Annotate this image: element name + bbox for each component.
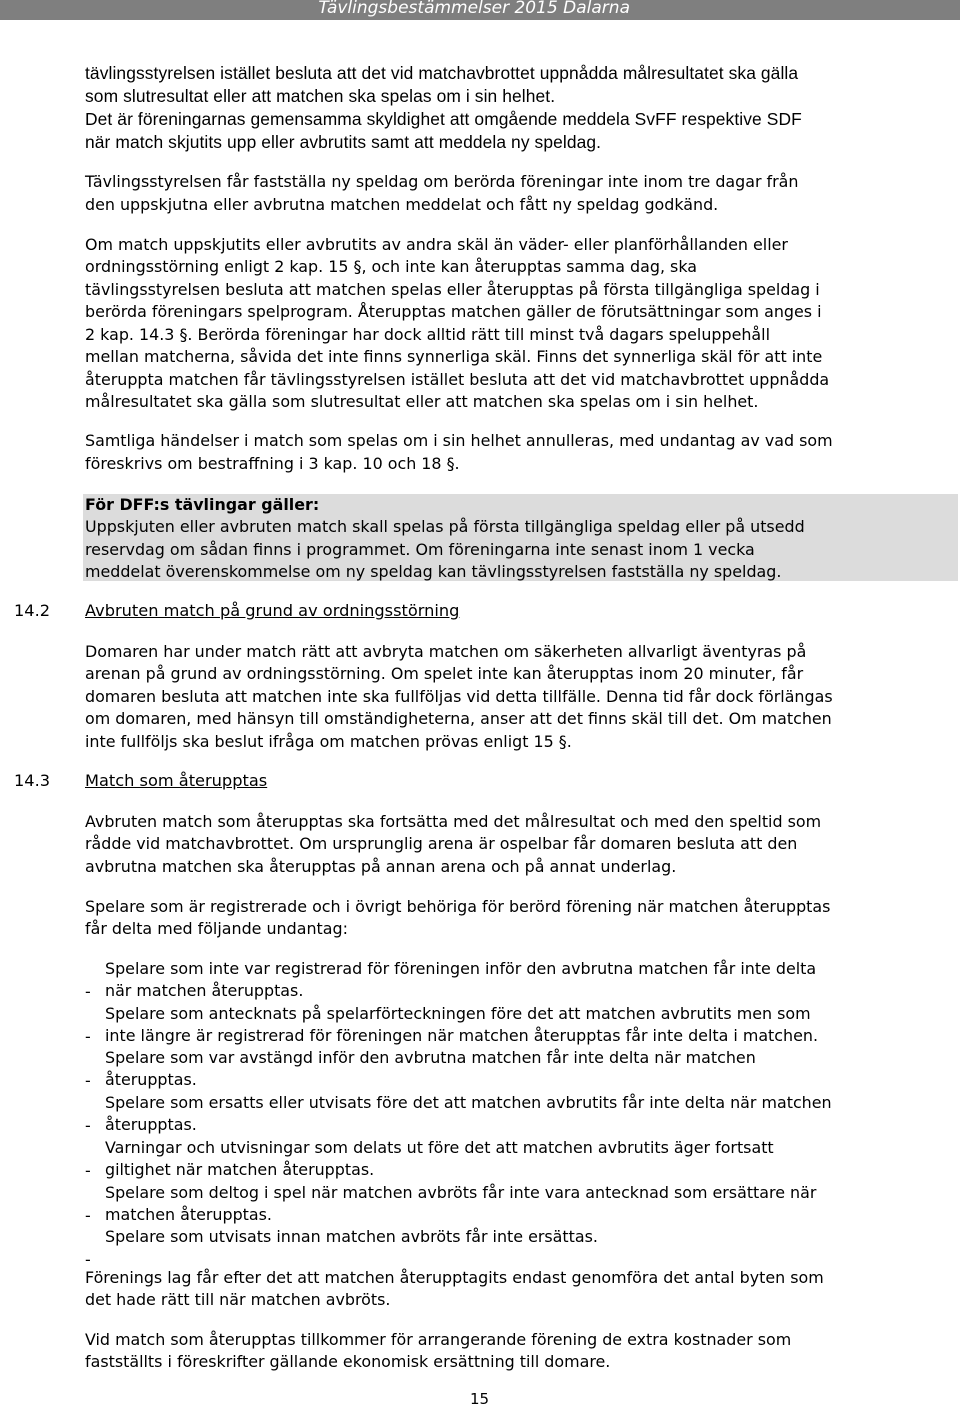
text-line: fastställts i föreskrifter gällande ekonomisk ersättning till domare. [85, 1352, 611, 1371]
text-line: Spelare som är registrerade och i övrigt behöriga för berörd förening när matchen återupptas [85, 897, 831, 916]
text-line: tävlingsstyrelsen besluta att matchen spelas eller återupptas på första tillgängliga speldag i [85, 280, 820, 299]
text-line: Förenings lag får efter det att matchen återupptagits endast genomföra det antal byten som [85, 1268, 824, 1287]
list-item-line: Spelare som inte var registrerad för föreningen inför den avbrutna matchen får inte delta [105, 959, 817, 978]
text-line: Det är föreningarnas gemensamma skyldighet att omgående meddela SvFF respektive SDF [85, 109, 802, 129]
page-number: 15 [470, 1390, 490, 1408]
list-marker: - [85, 1205, 91, 1225]
text-line: Samtliga händelser i match som spelas om i sin helhet annulleras, med undantag av vad som [85, 431, 833, 450]
text-line: föreskrivs om bestraffning i 3 kap. 10 och 18 §. [85, 454, 460, 473]
list-item-line: Spelare som utvisats innan matchen avbröts får inte ersättas. [105, 1227, 598, 1246]
text-line: tävlingsstyrelsen istället besluta att det vid matchavbrottet uppnådda målresultatet ska gälla [85, 63, 799, 83]
list-item-line: inte längre är registrerad för föreningen när matchen återupptas får inte delta i matchen. [105, 1026, 818, 1045]
list-item-line: återupptas. [105, 1070, 197, 1089]
text-line: Domaren har under match rätt att avbryta matchen om säkerheten allvarligt äventyras på [85, 642, 807, 661]
text-line: som slutresultat eller att matchen ska spelas om i sin helhet. [85, 86, 556, 106]
text-line: ordningsstörning enligt 2 kap. 15 §, och inte kan återupptas samma dag, ska [85, 257, 697, 276]
list-item-line: när matchen återupptas. [105, 981, 304, 1000]
text-line: mellan matcherna, såvida det inte finns synnerliga skäl. Finns det synnerliga skäl för att inte [85, 347, 823, 366]
text-line: Uppskjuten eller avbruten match skall spelas på första tillgängliga speldag eller på utsedd [85, 517, 805, 536]
text-line: rådde vid matchavbrottet. Om ursprunglig arena är ospelbar får domaren besluta att den [85, 834, 798, 853]
section-title: Avbruten match på grund av ordningsstörning [85, 601, 460, 620]
section-title: Match som återupptas [85, 771, 268, 790]
list-item-line: återupptas. [105, 1115, 197, 1134]
list-item-line: Spelare som ersatts eller utvisats före det att matchen avbrutits får inte delta när matchen [105, 1093, 832, 1112]
text-line: det hade rätt till när matchen avbröts. [85, 1290, 391, 1309]
text-line: avbrutna matchen ska återupptas på annan arena och på annat underlag. [85, 857, 677, 876]
text-line: när match skjutits upp eller avbrutits samt att meddela ny speldag. [85, 132, 602, 152]
text-line: meddelat överenskommelse om ny speldag kan tävlingsstyrelsen fastställa ny speldag. [85, 562, 782, 581]
text-line: Tävlingsstyrelsen får fastställa ny speldag om berörda föreningar inte inom tre dagar från [85, 172, 799, 191]
dff-heading: För DFF:s tävlingar gäller: [85, 495, 320, 514]
list-marker: - [85, 1160, 91, 1180]
text-line: 2 kap. 14.3 §. Berörda föreningar har dock alltid rätt till minst två dagars speluppehåll [85, 325, 770, 344]
list-item-line: giltighet när matchen återupptas. [105, 1160, 375, 1179]
list-item-line: Spelare som antecknats på spelarförteckningen före det att matchen avbrutits men som [105, 1004, 811, 1023]
list-marker: - [85, 1026, 91, 1046]
list-item-line: Varningar och utvisningar som delats ut före det att matchen avbrutits äger fortsatt [105, 1138, 774, 1157]
page-header [0, 0, 960, 20]
text-line: om domaren, med hänsyn till omständigheterna, anser att det finns skäl till det. Om matchen [85, 709, 832, 728]
text-line: reservdag om sådan finns i programmet. Om föreningarna inte senast inom 1 vecka [85, 540, 755, 559]
list-item-line: matchen återupptas. [105, 1205, 272, 1224]
section-number: 14.3 [14, 771, 51, 790]
text-line: den uppskjutna eller avbrutna matchen meddelat och fått ny speldag godkänd. [85, 195, 719, 214]
text-line: återuppta matchen får tävlingsstyrelsen istället besluta att det vid matchavbrottet uppnådda [85, 370, 830, 389]
header-title: Tävlingsbestämmelser 2015 Dalarna [318, 0, 630, 18]
text-line: arenan på grund av ordningsstörning. Om spelet inte kan återupptas inom 20 minuter, får [85, 664, 804, 683]
text-line: inte fullföljs ska beslut ifråga om matchen prövas enligt 15 §. [85, 732, 572, 751]
list-marker: - [85, 981, 91, 1001]
list-marker: - [85, 1249, 91, 1269]
text-line: Avbruten match som återupptas ska fortsätta med det målresultat och med den speltid som [85, 812, 822, 831]
list-item-line: Spelare som deltog i spel när matchen avbröts får inte vara antecknad som ersättare när [105, 1183, 817, 1202]
section-number: 14.2 [14, 601, 51, 620]
text-line: får delta med följande undantag: [85, 919, 348, 938]
text-line: berörda föreningars spelprogram. Återupptas matchen gäller de förutsättningar som anges i [85, 302, 822, 321]
list-marker: - [85, 1115, 91, 1135]
text-line: målresultatet ska gälla som slutresultat eller att matchen ska spelas om i sin helhet. [85, 392, 759, 411]
list-marker: - [85, 1070, 91, 1090]
text-line: domaren besluta att matchen inte ska fullföljas vid detta tillfälle. Denna tid får dock förlängas [85, 687, 833, 706]
text-line: Vid match som återupptas tillkommer för arrangerande förening de extra kostnader som [85, 1330, 792, 1349]
text-line: Om match uppskjutits eller avbrutits av andra skäl än väder- eller planförhållanden eller [85, 235, 788, 254]
list-item-line: Spelare som var avstängd inför den avbrutna matchen får inte delta när matchen [105, 1048, 756, 1067]
